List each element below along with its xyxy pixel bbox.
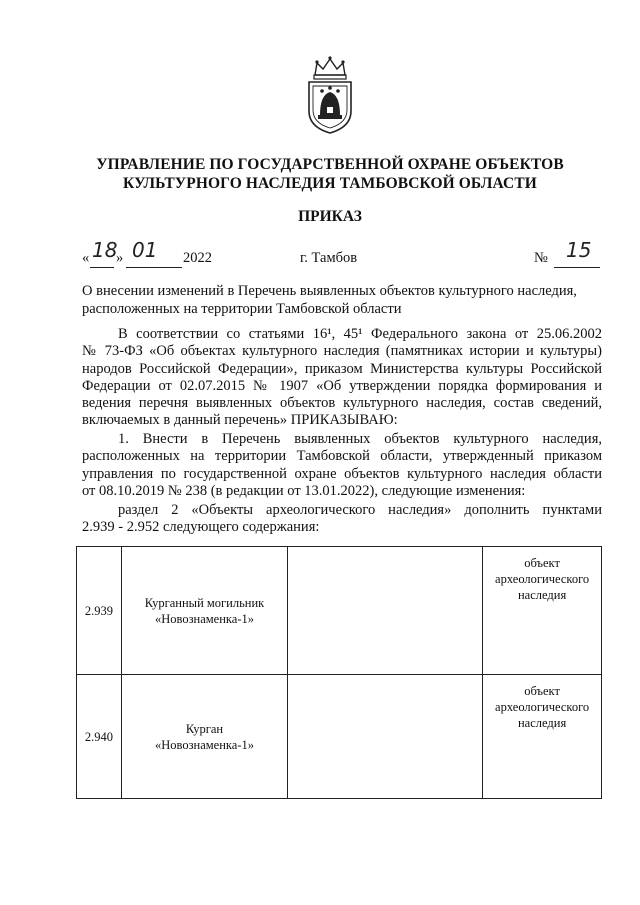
- empty-cell: [288, 547, 483, 675]
- text-line: № 73-ФЗ «Об объектах культурного наследия (памятниках истории и культуры): [82, 343, 602, 360]
- text-line: управления по государственной охране объектов культурного наследия области: [82, 465, 602, 482]
- object-type-line: наследия: [517, 588, 567, 602]
- object-type-line: археологического: [495, 572, 590, 586]
- text-line: раздел 2 «Объекты археологического наследия» дополнить пунктами: [118, 502, 602, 518]
- object-name-line: Курганный могильник: [144, 595, 265, 610]
- table-row: [77, 675, 602, 799]
- heritage-objects-table: [76, 546, 602, 799]
- object-type-cell: [483, 675, 602, 799]
- date-quote-open: «: [82, 250, 90, 266]
- city-name: г. Тамбов: [300, 250, 358, 266]
- object-name-cell: [121, 675, 287, 799]
- date-month-underline: [126, 267, 182, 268]
- text-line: Федерации от 02.07.2015 № 1907 «Об утверждении порядка формирования и: [82, 377, 602, 394]
- object-type-line: наследия: [517, 716, 567, 730]
- text-line: 1. Внести в Перечень выявленных объектов культурного наследия,: [118, 431, 602, 447]
- text-line: от 08.10.2019 № 238 (в редакции от 13.01.2022), следующие изменения:: [82, 482, 526, 499]
- table-row: [77, 547, 602, 675]
- date-month: 01: [132, 238, 158, 262]
- document-title: ПРИКАЗ: [298, 208, 362, 225]
- tambov-coat-of-arms-icon: [303, 55, 357, 135]
- object-type-line: объект: [524, 684, 560, 698]
- text-line: В соответствии со статьями 16¹, 45¹ Федерального закона от 25.06.2002: [118, 326, 602, 342]
- empty-cell: [288, 675, 483, 799]
- date-year: 2022: [183, 250, 212, 266]
- object-name-line: «Новознаменка-1»: [154, 737, 254, 752]
- order-number: 15: [566, 238, 592, 262]
- object-type-line: археологического: [495, 700, 590, 714]
- date-quote-close: »: [116, 250, 124, 266]
- agency-name-line-1: УПРАВЛЕНИЕ ПО ГОСУДАРСТВЕННОЙ ОХРАНЕ ОБЪЕКТОВ: [96, 156, 564, 173]
- order-number-label: №: [534, 250, 548, 266]
- order-number-underline: [554, 267, 600, 268]
- subject-line-1: О внесении изменений в Перечень выявленных объектов культурного наследия,: [82, 283, 577, 299]
- text-line: ведения перечня выявленных объектов культурного наследия, состав сведений,: [82, 395, 602, 412]
- row-number-cell: 2.940: [77, 675, 122, 799]
- text-line: народов Российской Федерации», приказом Министерства культуры Российской: [82, 360, 602, 377]
- text-line: включаемых в данный перечень» ПРИКАЗЫВАЮ:: [82, 412, 398, 429]
- subject-line-2: расположенных на территории Тамбовской области: [82, 301, 402, 317]
- object-name-line: Курган: [185, 721, 224, 736]
- section-addition-paragraph: [82, 502, 602, 537]
- row-number-cell: 2.939: [77, 547, 122, 675]
- order-item-paragraph: [82, 431, 602, 500]
- date-line: [0, 238, 640, 268]
- object-type-line: объект: [524, 556, 560, 570]
- text-line: расположенных на территории Тамбовской области, утвержденный приказом: [82, 448, 602, 465]
- text-line: 2.939 - 2.952 следующего содержания:: [82, 519, 320, 536]
- object-type-cell: [483, 547, 602, 675]
- object-name-cell: [121, 547, 287, 675]
- agency-name-line-2: КУЛЬТУРНОГО НАСЛЕДИЯ ТАМБОВСКОЙ ОБЛАСТИ: [123, 175, 537, 192]
- preamble-paragraph: [82, 326, 602, 430]
- document-subject: [82, 282, 602, 318]
- object-name-line: «Новознаменка-1»: [154, 611, 254, 626]
- date-day-underline: [90, 267, 114, 268]
- date-day: 18: [92, 238, 118, 262]
